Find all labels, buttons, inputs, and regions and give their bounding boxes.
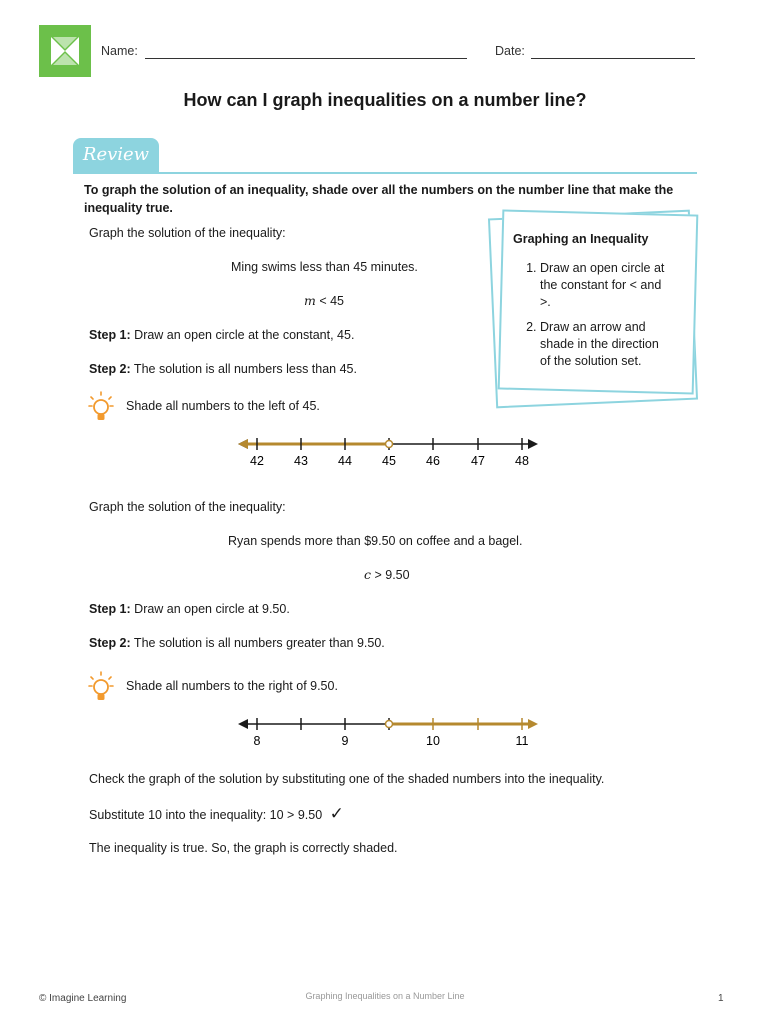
example2-step1 (89, 601, 290, 617)
tick-label: 44 (338, 454, 352, 468)
tick-label: 47 (471, 454, 485, 468)
lightbulb-icon (88, 671, 114, 703)
step2-label: Step 2: (89, 362, 131, 376)
solution-arrowhead (528, 719, 538, 729)
example2-step2 (89, 635, 385, 651)
example1-inequality (304, 293, 344, 309)
intro-text: To graph the solution of an inequality, shade over all the numbers on the number line that make the inequality true. (84, 183, 674, 215)
example2-inequality (364, 567, 410, 583)
tick-label: 8 (253, 734, 261, 748)
variable-c: c (364, 567, 372, 582)
check-line-1: Check the graph of the solution by substituting one of the shaded numbers into the inequality. (89, 772, 605, 786)
sidebox-title: Graphing an Inequality (513, 232, 649, 246)
check-line-2 (89, 806, 344, 823)
step1-label: Step 1: (89, 328, 131, 342)
step1-label: Step 1: (89, 602, 131, 616)
substitute-text: Substitute 10 into the inequality: 10 > 9.50 (89, 808, 323, 822)
sidebox-step: 2. Draw an arrow and shade in the direction of the solution set. (540, 319, 684, 370)
step2-label: Step 2: (89, 636, 131, 650)
sidebox (504, 226, 684, 378)
check-line-3: The inequality is true. So, the graph is correctly shaded. (89, 841, 398, 855)
example1-story: Ming swims less than 45 minutes. (231, 260, 418, 274)
page-title: How can I graph inequalities on a number line? (183, 90, 587, 110)
example2-prompt: Graph the solution of the inequality: (89, 500, 286, 514)
date-field[interactable] (531, 44, 695, 59)
open-circle (386, 441, 393, 448)
example1-prompt: Graph the solution of the inequality: (89, 226, 286, 240)
tick-label: 46 (426, 454, 440, 468)
tick-label: 45 (382, 454, 396, 468)
tick-label: 48 (515, 454, 529, 468)
tick-label: 43 (294, 454, 308, 468)
tick-label: 42 (250, 454, 264, 468)
name-field[interactable] (145, 44, 467, 59)
step2-text: The solution is all numbers less than 45. (130, 362, 357, 376)
page-number: 1 (718, 993, 724, 1004)
example1-tip: Shade all numbers to the left of 45. (126, 399, 320, 413)
step2-text: The solution is all numbers greater than 9.50. (130, 636, 385, 650)
date-label: Date: (495, 44, 525, 58)
sidebox-step: 1. Draw an open circle at the constant for < and >. (540, 260, 684, 311)
left-arrowhead (238, 719, 248, 729)
imagine-learning-logo (39, 25, 91, 77)
review-divider (73, 172, 697, 174)
step1-text: Draw an open circle at 9.50. (130, 602, 290, 616)
example2-tip: Shade all numbers to the right of 9.50. (126, 679, 338, 693)
lightbulb-icon (88, 391, 114, 423)
tick-label: 9 (341, 734, 349, 748)
open-circle (386, 721, 393, 728)
example1-step2 (89, 361, 357, 377)
inequality-rest: > 9.50 (371, 568, 410, 582)
tick-label: 11 (515, 734, 529, 748)
review-tab: Review (73, 138, 159, 172)
solution-arrowhead (238, 439, 248, 449)
example1-step1 (89, 327, 354, 343)
name-label: Name: (101, 44, 138, 58)
number-line-2 (236, 712, 546, 752)
variable-m: m (304, 293, 316, 308)
right-arrowhead (528, 439, 538, 449)
footer-title: Graphing Inequalities on a Number Line (305, 991, 465, 1001)
example2-story: Ryan spends more than $9.50 on coffee and a bagel. (228, 534, 523, 548)
checkmark-icon: ✓ (329, 804, 344, 823)
footer-copyright: © Imagine Learning (39, 993, 127, 1004)
number-line-1 (236, 432, 546, 472)
inequality-rest: < 45 (315, 294, 345, 308)
sidebox-steps (504, 260, 684, 370)
step1-text: Draw an open circle at the constant, 45. (130, 328, 355, 342)
tick-label: 10 (426, 734, 440, 748)
